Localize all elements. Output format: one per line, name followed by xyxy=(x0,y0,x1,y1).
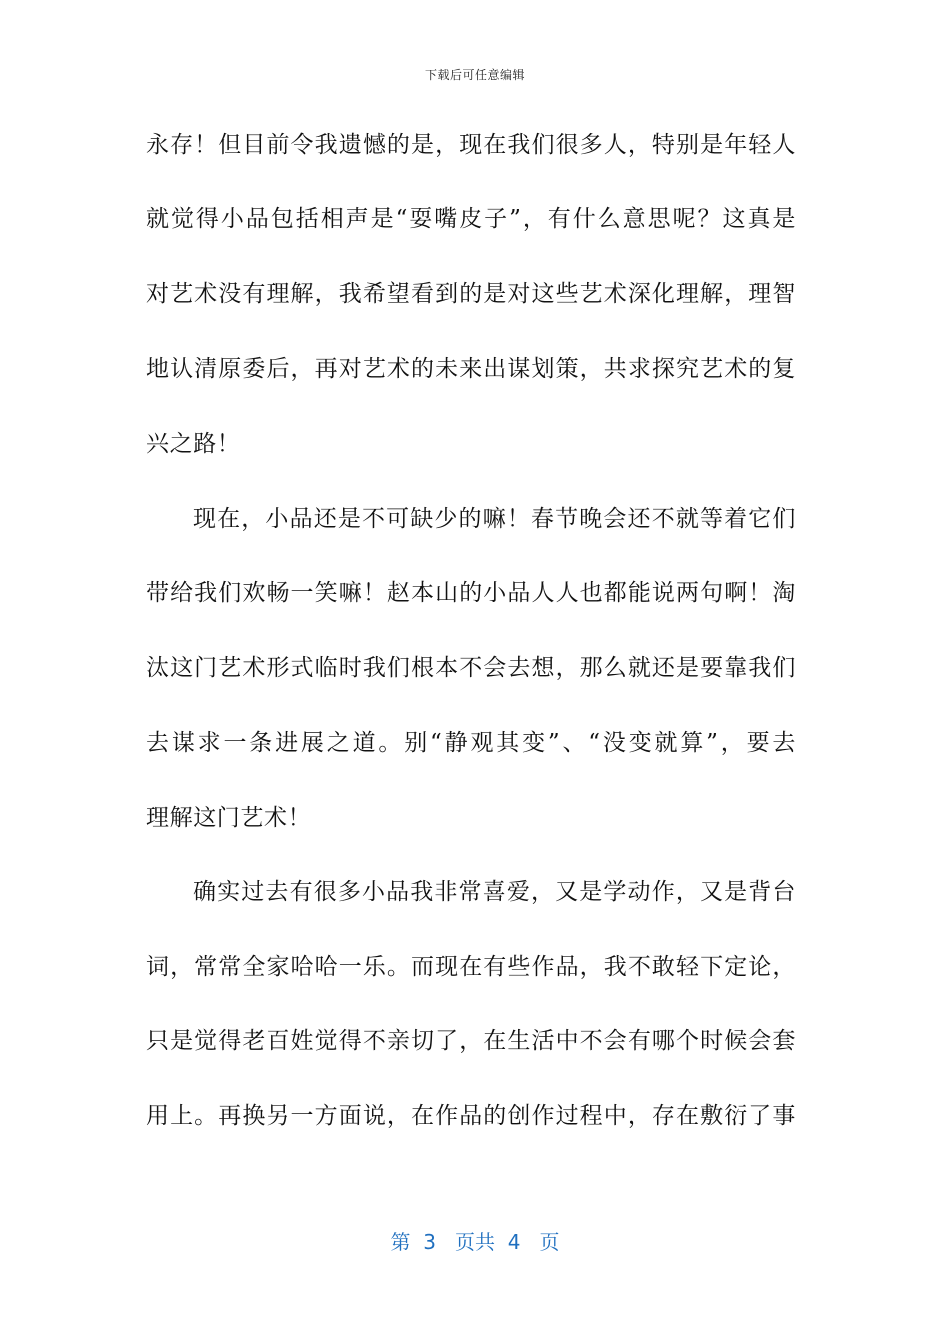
page-header: 下载后可任意编辑 xyxy=(424,68,525,82)
paragraph-3-line-1: 确实过去有很多小品我非常喜爱，又是学动作，又是背台 xyxy=(193,879,796,905)
paragraph-3-line-3: 只是觉得老百姓觉得不亲切了，在生活中不会有哪个时候会套 xyxy=(146,1028,796,1054)
paragraph-2-line-1: 现在，小品还是不可缺少的嘛！春节晚会还不就等着它们 xyxy=(193,506,796,532)
paragraph-2-line-5: 理解这门艺术！ xyxy=(146,805,312,831)
paragraph-3-line-2: 词，常常全家哈哈一乐。而现在有些作品，我不敢轻下定论， xyxy=(146,954,796,980)
paragraph-1-line-4: 地认清原委后，再对艺术的未来出谋划策，共求探究艺术的复 xyxy=(146,356,796,382)
paragraph-2-line-3: 汰这门艺术形式临时我们根本不会去想，那么就还是要靠我们 xyxy=(146,655,796,681)
paragraph-1-line-3: 对艺术没有理解，我希望看到的是对这些艺术深化理解，理智 xyxy=(146,281,796,307)
paragraph-1-line-5: 兴之路！ xyxy=(146,431,241,457)
paragraph-1-line-1: 永存！但目前令我遗憾的是，现在我们很多人，特别是年轻人 xyxy=(146,132,796,158)
page-footer: 第 3 页共 4 页 xyxy=(390,1230,560,1254)
paragraph-1-line-2: 就觉得小品包括相声是“耍嘴皮子”，有什么意思呢？这真是 xyxy=(146,206,796,232)
paragraph-3-line-4: 用上。再换另一方面说，在作品的创作过程中，存在敷衍了事 xyxy=(146,1103,796,1129)
paragraph-2-line-2: 带给我们欢畅一笑嘛！赵本山的小品人人也都能说两句啊！淘 xyxy=(146,580,796,606)
paragraph-2-line-4: 去谋求一条进展之道。别“静观其变”、“没变就算”，要去 xyxy=(146,730,796,756)
